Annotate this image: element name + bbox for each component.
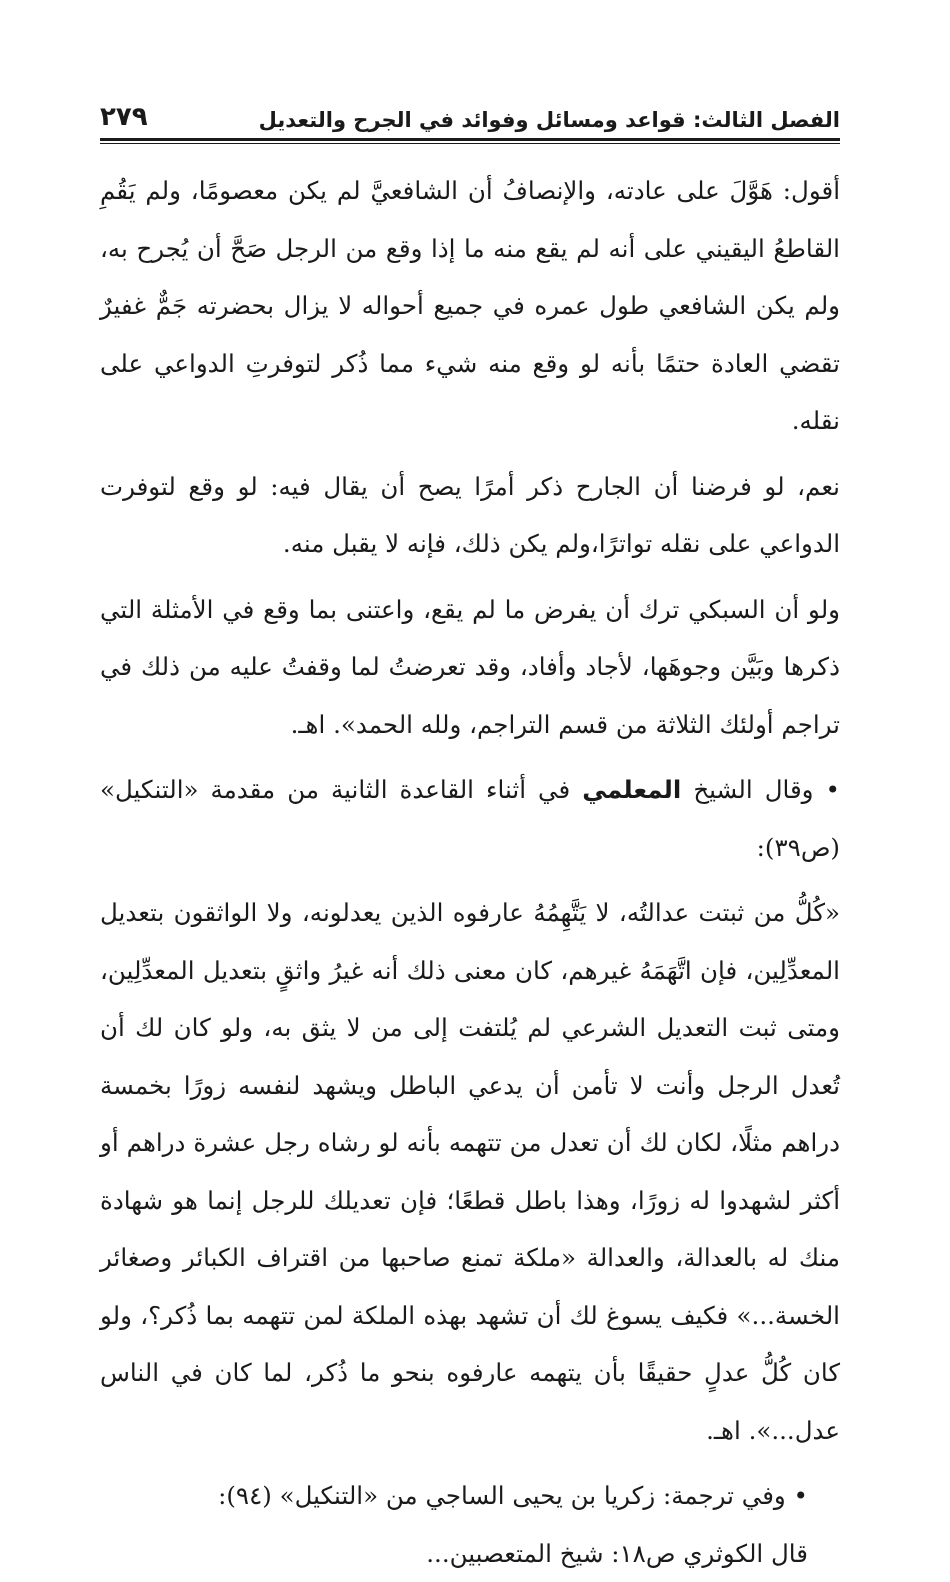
running-header bbox=[100, 92, 840, 132]
intro-source-text: في أثناء القاعدة الثانية من مقدمة «التنكيل» (ص٣٩): bbox=[100, 775, 840, 862]
paragraph-muallimi-intro bbox=[100, 761, 840, 876]
page-number: ٢٧٩ bbox=[100, 102, 148, 132]
paragraph-kawthari-quote: قال الكوثري ص١٨: شيخ المتعصبين... bbox=[100, 1525, 808, 1582]
chapter-title: الفصل الثالث: قواعد ومسائل وفوائد في الجرح والتعديل bbox=[259, 108, 840, 132]
paragraph-concession: نعم، لو فرضنا أن الجارح ذكر أمرًا يصح أن يقال فيه: لو وقع لتوفرت الدواعي على نقله تواترًا،ولم يكن ذلك، فإنه لا يقبل منه. bbox=[100, 458, 840, 573]
author-name: المعلمي bbox=[582, 775, 681, 804]
paragraph-subki: ولو أن السبكي ترك أن يفرض ما لم يقع، واعتنى بما وقع في الأمثلة التي ذكرها وبَيَّن وجوهَها، لأجاد وأفاد، وقد تعرضتُ لما وقفتُ عليه من ذلك في تراجم أولئك الثلاثة من قسم التراجم، ولله الحمد». اهـ. bbox=[100, 581, 840, 754]
paragraph-reply: أقول: هَوَّلَ على عادته، والإنصافُ أن الشافعيَّ لم يكن معصومًا، ولم يَقُمِ القاطعُ اليقيني على أنه لم يقع منه ما إذا وقع من الرجل صَحَّ أن يُجرح به، ولم يكن الشافعي طول عمره في جميع أحواله لا يزال بحضرته جَمٌّ غفيرٌ تقضي العادة حتمًا بأنه لو وقع منه شيء مما ذُكر لتوفرتِ الدواعي على نقله. bbox=[100, 162, 840, 450]
paragraph-quotation: «كُلُّ من ثبتت عدالتُه، لا يَتَّهِمُهُ عارفوه الذين يعدلونه، ولا الواثقون بتعديل المعدِّلِين، فإن اتَّهَمَهُ غيرهم، كان معنى ذلك أنه غيرُ واثقٍ بتعديل المعدِّلِين، ومتى ثبت التعديل الشرعي لم يُلتفت إلى من لا يثق به، ولو كان لك أن تُعدل الرجل وأنت لا تأمن أن يدعي الباطل ويشهد لنفسه زورًا بخمسة دراهم مثلًا، لكان لك أن تعدل من تتهمه بأنه لو رشاه رجل عشرة دراهم أو أكثر لشهدوا له زورًا، وهذا باطل قطعًا؛ فإن تعديلك للرجل إنما هو شهادة منك له بالعدالة، والعدالة «ملكة تمنع صاحبها من اقتراف الكبائر وصغائر الخسة...» فكيف يسوغ لك أن تشهد بهذه الملكة لمن تتهمه بما ذُكر؟، ولو كان كُلُّ عدلٍ حقيقًا بأن يتهمه عارفوه بنحو ما ذُكر، لما كان في الناس عدل...». اهـ. bbox=[100, 884, 840, 1459]
intro-lead-text: • وقال الشيخ bbox=[681, 775, 840, 804]
body-text bbox=[100, 162, 840, 1582]
header-rule bbox=[100, 138, 840, 144]
paragraph-biography-heading: • وفي ترجمة: زكريا بن يحيى الساجي من «التنكيل» (٩٤): bbox=[100, 1467, 808, 1525]
